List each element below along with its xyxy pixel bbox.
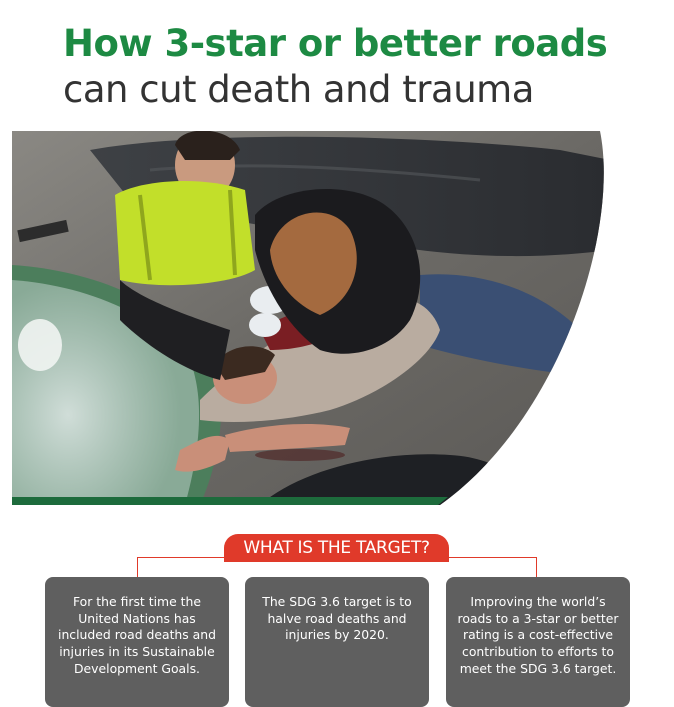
info-card-un-goals: For the first time the United Nations has included road deaths and injuries in its Sustainable Development Goals. [45,577,229,707]
target-heading: WHAT IS THE TARGET? [224,534,449,562]
info-card-3-star-roads: Improving the world’s roads to a 3-star or better rating is a cost-effective contribution to efforts to meet the SDG 3.6 target. [446,577,630,707]
info-card-sdg-target: The SDG 3.6 target is to halve road deaths and injuries by 2020. [245,577,429,707]
page-subtitle: can cut death and trauma [63,68,534,111]
page-title: How 3-star or better roads [63,22,608,65]
